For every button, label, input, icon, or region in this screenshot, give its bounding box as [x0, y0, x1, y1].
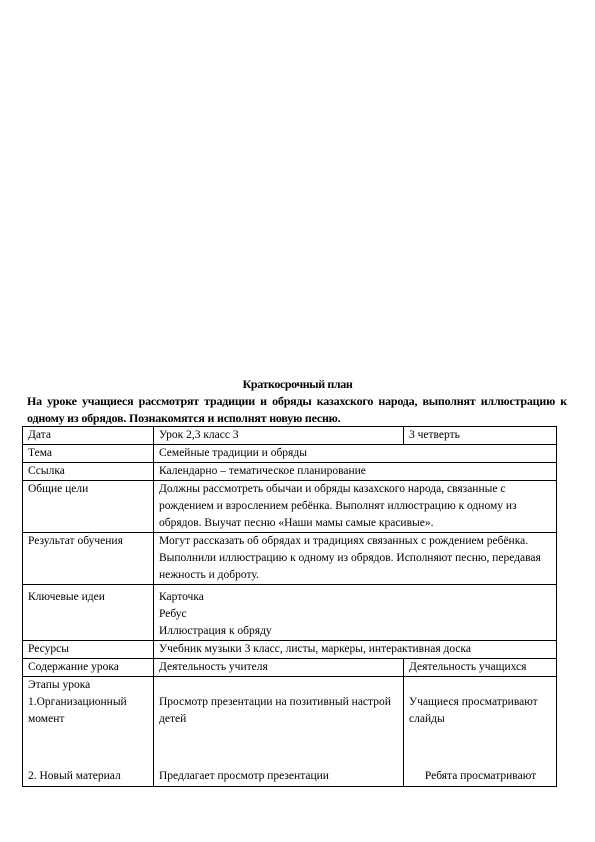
- stages-cell: [23, 677, 154, 787]
- result-value: Могут рассказать об обрядах и традициях связанных с рождением ребёнка. Выполнили иллюстрацию к одному из обрядов. Исполняют песню, передавая нежность и доброту.: [154, 533, 557, 585]
- table-row: [23, 659, 557, 677]
- content-label: Содержание урока: [23, 659, 154, 677]
- teacher-activity-cell: [154, 677, 404, 787]
- intro-paragraph: На уроке учащиеся рассмотрят традиции и обряды казахского народа, выполнят иллюстрацию к одному из обрядов. Познакомятся и исполнят новую песню.: [27, 394, 567, 425]
- goals-value: Должны рассмотреть обычаи и обряды казахского народа, связанные с рождением и взрослением ребёнка. Выполнят иллюстрацию к одному из обрядов. Выучат песню «Наши мамы самые красивые».: [154, 481, 557, 533]
- lesson-plan-table: [22, 426, 557, 787]
- table-row: [23, 445, 557, 463]
- table-row: [23, 481, 557, 533]
- reference-label: Ссылка: [23, 463, 154, 481]
- reference-value: Календарно – тематическое планирование: [154, 463, 557, 481]
- table-row: [23, 641, 557, 659]
- table-row: [23, 463, 557, 481]
- result-label: Результат обучения: [23, 533, 154, 585]
- stages-label: Этапы урока: [28, 679, 91, 691]
- quarter-value: 3 четверть: [404, 427, 557, 445]
- teacher-activity-header: Деятельность учителя: [154, 659, 404, 677]
- table-row: [23, 677, 557, 787]
- stage1-label: 1.Организационный момент: [28, 696, 127, 725]
- students-activity-header: Деятельность учащихся: [404, 659, 557, 677]
- topic-value: Семейные традиции и обряды: [154, 445, 557, 463]
- date-label: Дата: [23, 427, 154, 445]
- stage1-teacher: Просмотр презентации на позитивный настрой детей: [159, 696, 391, 725]
- list-item: Карточка: [159, 591, 204, 603]
- stage1-students: Учащиеся просматривают слайды: [409, 696, 538, 725]
- resources-value: Учебник музыки 3 класс, листы, маркеры, интерактивная доска: [154, 641, 557, 659]
- topic-label: Тема: [23, 445, 154, 463]
- stage2-teacher: Предлагает просмотр презентации: [159, 770, 329, 782]
- resources-label: Ресурсы: [23, 641, 154, 659]
- table-row: [23, 585, 557, 641]
- key-ideas-label: Ключевые идеи: [23, 585, 154, 641]
- goals-label: Общие цели: [23, 481, 154, 533]
- table-row: [23, 533, 557, 585]
- document-title: Краткосрочный план: [242, 377, 353, 391]
- lesson-info: Урок 2,3 класс 3: [154, 427, 404, 445]
- students-activity-cell: [404, 677, 557, 787]
- key-ideas-list: [154, 585, 557, 641]
- stage2-students: Ребята просматривают: [424, 770, 537, 782]
- list-item: Ребус: [159, 608, 187, 620]
- list-item: Иллюстрация к обряду: [159, 625, 272, 637]
- stage2-label: 2. Новый материал: [28, 770, 121, 782]
- table-row: [23, 427, 557, 445]
